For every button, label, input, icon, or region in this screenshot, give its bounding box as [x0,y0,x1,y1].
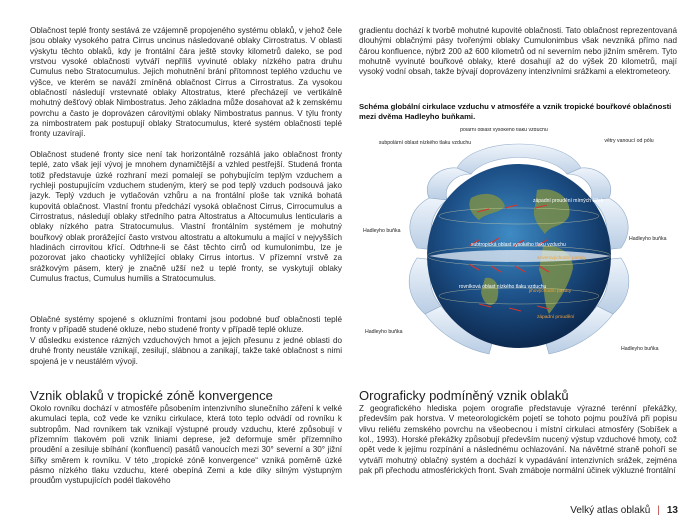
paragraph-occlusion: Oblačné systémy spojené s okluzními frontami jsou podobné buď oblačnosti teplé fronty v případě studené okluze, nebo studené fronty v případě teplé okluze. [30,315,342,335]
footer-separator: | [657,505,660,516]
label-hadley-sw: Hadleyho buňka [365,329,403,335]
paragraph-warm-front: Oblačnost teplé fronty sestává ze vzájemně propojeného systému oblaků, v jehož čele jsou oblaky vysokého patra Cirrus uncinus následované oblaky Cirrostratus. V oblasti výskytu těchto oblaků, kdy je frontální čára ještě stovky kilometrů daleko, se pod vrstvou vysoké oblačnosti vytváří nepříliš vyvinuté oblaky nízkého patra druhu Cumulus nebo Stratocumulus. Jejich mohutnění brání přítomnost teplého vzduchu ve výšce, ve kterém se naváží zmíněná oblačnost Cirrus a Cirrostratus. Za vysokou oblačností následují vrstevnaté oblaky Altostratus, které přecházejí ve vertikálně mohutný dešťový oblak Nimbostratus. Jeho základna může dosahovat až k zemskému povrchu a často je doprovázen cárovitými oblaky Nimbostratus pannus. V týlu fronty za nimbostratem pak postupují oblaky Stratocumulus, které systém oblačnosti teplé fronty uzavírají. [30,26,342,139]
label-westerlies-south: západní proudění [537,315,575,320]
label-polar-easterlies: větry vanoucí od pólu [604,138,654,144]
paragraph-air-masses: V důsledku existence rázných vzduchových hmot a jejich přesunu z jedné oblasti do druhé fronty neustále vznikají, zesilují, slábnou a zanikají, takže také oblačnost s nimi spojená je v neustálém vývoji. [30,336,342,366]
label-subtropical-high: subtropická oblast vysokého tlaku vzduchu [471,242,566,248]
global-circulation-figure [359,128,677,378]
paragraph-tropical: Okolo rovníku dochází v atmosféře působením intenzivního slunečního záření k velké akumulaci tepla, což vede ke vzniku cirkulace, která toto teplo odvádí od rovníku k subtropům. Nad rovníkem tak vznikají výstupné proudy vzduchu, které způsobují v přízemním tlakovém poli vznik liniami deprese, jež deformuje směr přízemního proudění a zesiluje sbíhání (konfluenci) pasátů vanoucích mezi 30° severní a 30° jižní šířky směrem k rovníku. V této „tropické zóně konvergence“ vzniká poměrně úzké pásmo nízkého tlaku vzduchu, které obepíná Zemi a kde díky silným výstupným proudům vystupujících podél tlakového [30,404,342,486]
footer-book-title: Velký atlas oblaků [570,505,651,516]
label-polar-high: polární oblast vysokého tlaku vzduchu [460,128,548,133]
label-ne-trades: severovýchodní pasáty [537,256,587,261]
page-number: 13 [666,505,678,516]
label-itcz: rovníková oblast nízkého tlaku vzduchu [459,284,547,290]
paragraph-orographic: Z geografického hlediska pojem orografie představuje výrazné terénní překážky, především pak horstva. V meteorologickém pojetí se tohoto pojmu používá při popisu vlivu reliéfu zemského povrchu na všeobecnou i místní cirkulaci atmosféry (Sobíšek a kol., 1993). Horské překážky způsobují především nucený výstup vzduchové hmoty, což opět vede k jejímu rozpínání a následnému ochlazování. Na návětrné straně pohoří se vytváří mohutný oblačný systém a dochází k vypadávání intenzivních srážek, zejména pak při přechodu atmosférických front. Svah zmáboje normální účinek výkluzné frontální [359,404,677,476]
label-hadley-nw: Hadleyho buňka [363,228,401,234]
label-hadley-se: Hadleyho buňka [621,346,659,352]
label-subpolar-low: subpolární oblast nízkého tlaku vzduchu [378,140,472,146]
heading-orographic: Orograficky podmíněný vznik oblaků [359,388,569,403]
page-footer [570,505,678,516]
label-se-trades: jihovýchodní pasáty [529,289,572,294]
label-hadley-ne: Hadleyho buňka [629,236,667,242]
paragraph-cold-front: Oblačnost studené fronty sice není tak horizontálně rozsáhlá jako oblačnost fronty teplé, zato však její vývoj je mnohem dynamičtější a vzhled pestřejší. Studená fronta totiž představuje úzké rozhraní mezi pomalejí se pohybujícím teplým vzduchem a rychleji postupujícím vzduchem studeným, který se pod teplý vzduch podsouvá jako jazyk. Teplý vzduch je vytlačován vzhůru a na frontální ploše tak vzniká bohatá kupovitá oblačnost. Vlastní frontu předchází vysoká oblačnost Cirrus, Cirrocumulus a Cirrostratus, následují oblaky středního patra Altostratus a Altocumulus lenticularis a oblaky nízkého patra Stratocumulus. Vlastní frontálním systémem je mohutný bouřkový oblak prorážející často vrstvou altostratu a altokumulu a mající v nejvyšších hladinách cirrovitou křící. Odtrhne-li se část těchto cirrů od kumulonimbu, lze je pozorovat jako chaoticky vyhlížející oblaky Cirrus intortus. V přízemní vrstvě za srážkovým pásem, který je značně užší než u teplé fronty, se vyskytují oblaky Cumulus fractus, Cumulus humilis a Stratocumulus. [30,150,342,284]
label-westerlies-north: západní proudění mírných šířek [533,198,604,204]
figure-caption: Schéma globální cirkulace vzduchu v atmosféře a vznik tropické bouřkové oblačnosti mezi dvěma Hadleyho buňkami. [359,102,672,122]
paragraph-cumulonimbus: gradientu dochází k tvorbě mohutné kupovité oblačnosti. Tato oblačnost reprezentovaná dlouhými oblačnými pásy tvořenými oblaky Cumulonimbus však nevzniká přímo nad čárou konfluence, nýbrž 200 až 600 kilometrů od ní severním nebo jižním směrem. Tyto mohutně vyvinuté bouřkové oblaky, které dosahují až do výšek 20 kilometrů, mají vysoký vodní obsah, takže bývají doprovázeny intenzivními srážkami a elektrometeory. [359,26,677,77]
heading-tropical-convergence: Vznik oblaků v tropické zóně konvergence [30,388,273,403]
